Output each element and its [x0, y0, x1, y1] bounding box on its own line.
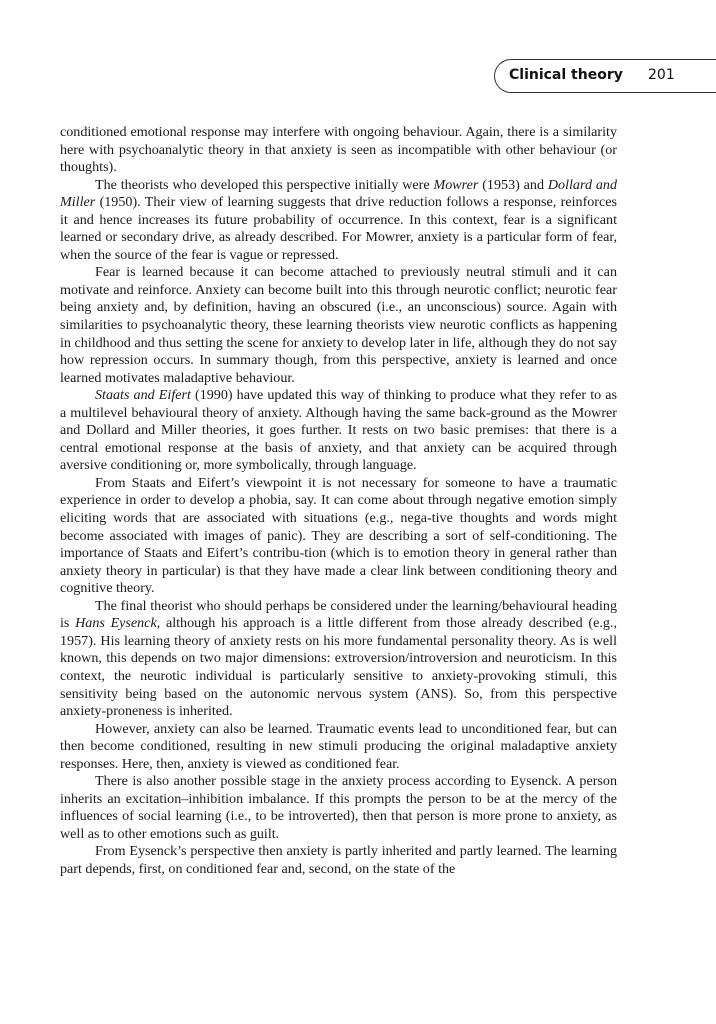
paragraph	[60, 387, 617, 475]
section-title: Clinical theory	[509, 67, 623, 83]
paragraph-text: From Staats and Eifert’s viewpoint it is not necessary for someone to have a traumatic experience in order to develop a phobia, say. It can come about through negative emotion simply eliciting words that are associated with situations (e.g., nega-tive thoughts and words might become associated with images of panic). They are describing a sort of self-conditioning. The importance of Staats and Eifert’s contribu-tion (which is to emotion theory in general rather than anxiety theory in particular) is that they have made a clear link between conditioning theory and cognitive theory.	[60, 474, 617, 597]
italic-citation: Hans Eysenck	[75, 615, 157, 632]
italic-citation: Dollard and Miller	[60, 176, 617, 211]
paragraph-text: However, anxiety can also be learned. Traumatic events lead to unconditioned fear, but can then become conditioned, resulting in new stimuli producing the original maladaptive anxiety responses. Here, then, anxiety is viewed as conditioned fear.	[60, 720, 617, 772]
paragraph	[60, 721, 617, 774]
italic-citation: Staats and Eifert	[95, 387, 191, 404]
paragraph	[60, 475, 617, 598]
paragraph	[60, 264, 617, 387]
paragraph	[60, 124, 617, 177]
paragraph-text: There is also another possible stage in the anxiety process according to Eysenck. A person inherits an excitation–inhibition imbalance. If this prompts the person to be at the mercy of the influences of social learning (i.e., to be introverted), then that person is more prone to anxiety, as well as to other emotions such as guilt.	[60, 773, 617, 842]
italic-citation: Mowrer	[433, 176, 479, 193]
page-number: 201	[648, 67, 675, 83]
paragraph-text: (1953) and	[478, 176, 548, 193]
paragraph-text: Fear is learned because it can become attached to previously neutral stimuli and it can motivate and reinforce. Anxiety can become built into this through neurotic conflict; neurotic fear being anxiety and, by definition, having an obscured (i.e., an unconscious) source. Again with similarities to psychoanalytic theory, these learning theorists view neurotic conflicts as happening in childhood and thus setting the scene for anxiety to develop later in life, although they do not say how repression occurs. In summary though, from this perspective, anxiety is learned and once learned motivates maladaptive behaviour.	[60, 264, 617, 386]
paragraph	[60, 773, 617, 843]
paragraph	[60, 177, 617, 265]
paragraph	[60, 843, 617, 878]
paragraph-text: (1990) have updated this way of thinking to produce what they refer to as a multilevel behavioural theory of anxiety. Although having the same back-ground as the Mowrer and Dollard and Miller theories, it goes further. It rests on two basic premises: that there is a central emotional response at the basis of anxiety, and that anxiety can be acquired through aversive conditioning or, more symbolically, through language.	[60, 387, 617, 474]
body-text	[60, 124, 617, 879]
paragraph	[60, 598, 617, 721]
paragraph-text: (1950). Their view of learning suggests that drive reduction follows a response, reinforces it and hence increases its future probability of occurrence. In this context, fear is a significant learned or secondary drive, as already described. For Mowrer, anxiety is a particular form of fear, when the source of the fear is vague or repressed.	[60, 194, 617, 263]
paragraph-text: The final theorist who should perhaps be considered under the learning/​behavioural heading is	[60, 597, 617, 632]
paragraph-text: conditioned emotional response may interfere with ongoing behaviour. Again, there is a similarity here with psychoanalytic theory in that anxiety is seen as incompatible with other behaviour (or thoughts).	[60, 124, 617, 176]
running-head	[494, 59, 716, 93]
paragraph-text: , although his approach is a little different from those already described (e.g., 1957). His learning theory of anxiety rests on his more fundamental personality theory. As is well known, this depends on two major dimensions: extroversion/​introversion and neuroticism. In this context, the neurotic individual is particularly sensitive to anxiety-provoking stimuli, this sensitivity being based on the autonomic nervous system (ANS). So, from this perspective anxiety-​proneness is inherited.	[60, 615, 617, 720]
paragraph-text: The theorists who developed this perspective initially were	[95, 176, 434, 193]
paragraph-text: From Eysenck’s perspective then anxiety is partly inherited and partly learned. The learning part depends, first, on conditioned fear and, second, on the state of the	[60, 843, 617, 877]
